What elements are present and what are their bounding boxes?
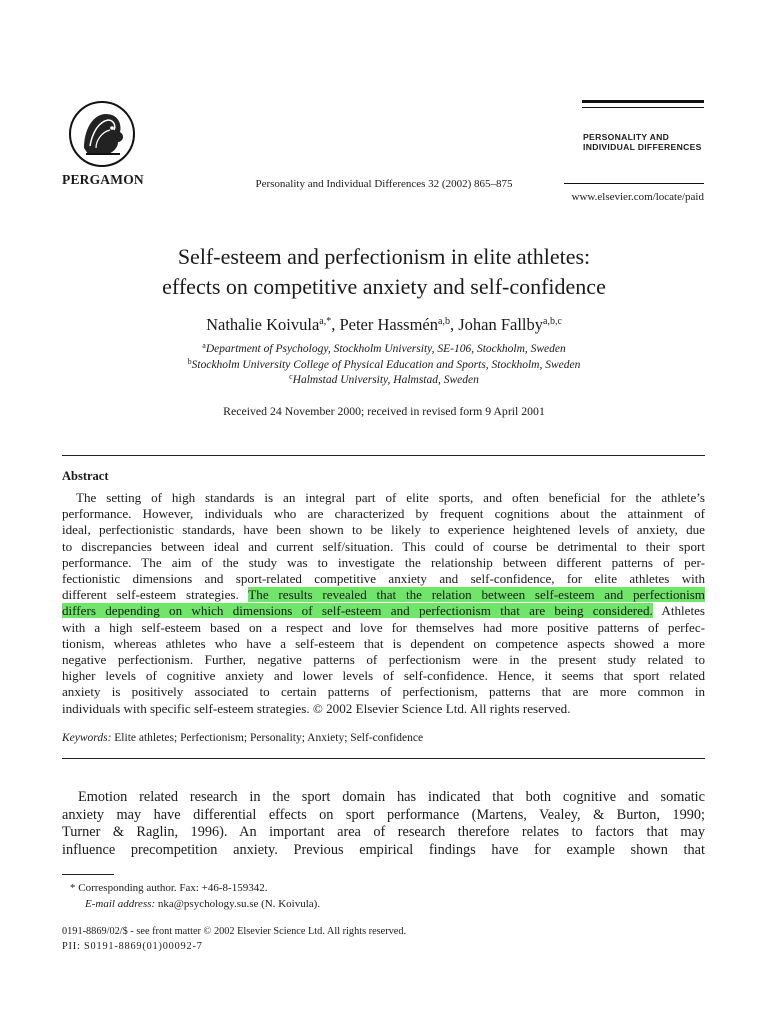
corresponding-author-note: * Corresponding author. Fax: +46-8-159342. xyxy=(70,882,268,894)
abstract-top-rule xyxy=(62,455,705,456)
abstract-line: The setting of high standards is an integral part of elite sports, and often beneficial for the athlete’s xyxy=(76,490,705,505)
body-line: Emotion related research in the sport domain has indicated that both cognitive and somatic xyxy=(78,789,705,805)
abstract-line: negative perfectionism. Further, negative patterns of perfectionism were in the present study related to xyxy=(62,652,705,668)
received-dates: Received 24 November 2000; received in revised form 9 April 2001 xyxy=(223,404,545,418)
affiliation-c: $^c$Halmstad University, Halmstad, Sweden xyxy=(289,372,479,386)
abstract-line: individuals with specific self-esteem strategies. © 2002 Elsevier Science Ltd. All rights reserved. xyxy=(62,700,571,716)
highlighted-text: differs depending on which dimensions of self-esteem and perfectionism that are being considered. xyxy=(62,603,653,619)
highlighted-text: The results revealed that the relation between self-esteem and perfectionism xyxy=(248,587,705,603)
abstract-line: anxiety is positively associated to certain patterns of perfectionism, patterns that are more common in xyxy=(62,684,705,700)
email-address[interactable]: nka@psychology.su.se (N. Koivula). xyxy=(155,898,321,910)
journal-title: PERSONALITY AND INDIVIDUAL DIFFERENCES xyxy=(583,132,702,152)
author-name: Nathalie Koivula xyxy=(206,315,320,334)
footnote-rule xyxy=(62,874,114,875)
abstract-line: different self-esteem strategies. The results revealed that the relation between self-esteem and perfectionism xyxy=(62,587,705,603)
affiliations xyxy=(0,342,768,389)
abstract-bottom-rule xyxy=(62,758,705,759)
abstract-line: performance. However, individuals who are characterized by frequent cognitions about the attainment of xyxy=(62,506,705,522)
abstract-line: differs depending on which dimensions of self-esteem and perfectionism that are being considered. Athletes xyxy=(62,603,705,619)
journal-url[interactable]: www.elsevier.com/locate/paid xyxy=(571,191,704,203)
abstract-line: performance. The aim of the study was to investigate the relationship between different patterns of per- xyxy=(62,554,705,570)
author-list: Nathalie Koivula$^{a,*}$, Peter Hassmén$^{a,b}$, Johan Fallby$^{a,b,c}$ xyxy=(206,315,562,334)
publisher-name: PERGAMON xyxy=(62,172,144,187)
affiliation-a: $^a$Department of Psychology, Stockholm University, SE-106, Stockholm, Sweden xyxy=(202,341,566,355)
affiliation-b: $^b$Stockholm University College of Physical Education and Sports, Stockholm, Sweden xyxy=(187,356,581,371)
author-name: Johan Fallby xyxy=(458,315,543,334)
journal-rule-thick xyxy=(582,100,704,103)
email-note xyxy=(85,897,320,911)
abstract-line: fectionistic dimensions and sport-related competitive anxiety and self-confidence, for elite athletes with xyxy=(62,571,705,587)
email-label: E-mail address: xyxy=(85,898,156,910)
keywords xyxy=(62,732,423,744)
journal-citation: Personality and Individual Differences 32 (2002) 865–875 xyxy=(255,178,513,190)
article-title: Self-esteem and perfectionism in elite athletes: effects on competitive anxiety and self-confidence xyxy=(162,244,606,299)
abstract-line: tionism, whereas athletes who have a self-esteem that is dependent on competence aspects showed a more xyxy=(62,635,705,651)
author-name: Peter Hassmén xyxy=(339,315,438,334)
body-line: influence precompetition anxiety. Previous empirical findings have for example shown that xyxy=(62,841,705,858)
abstract-text xyxy=(62,490,705,717)
keywords-list: Elite athletes; Perfectionism; Personality; Anxiety; Self-confidence xyxy=(111,732,424,744)
journal-rule-thin xyxy=(582,107,704,108)
journal-rule-url xyxy=(564,183,704,184)
abstract-line: to discrepancies between ideal and current self/situation. This could of course be detrimental to their sport xyxy=(62,538,705,554)
abstract-line: higher levels of cognitive anxiety and lower levels of self-confidence. Hence, it seems that sport related xyxy=(62,668,705,684)
abstract-line: with a high self-esteem based on a respect and love for themselves had more positive patterns of perfec- xyxy=(62,619,705,635)
copyright-line: 0191-8869/02/$ - see front matter © 2002 Elsevier Science Ltd. All rights reserved. xyxy=(62,926,407,937)
abstract-heading: Abstract xyxy=(62,469,109,483)
author-affiliation-mark: a,b xyxy=(438,316,450,327)
body-line: Turner & Raglin, 1996). An important area of research therefore relates to factors that may xyxy=(62,824,705,841)
author-affiliation-mark: a,* xyxy=(319,316,332,327)
body-line: anxiety may have differential effects on sport performance (Martens, Vealey, & Burton, 1990; xyxy=(62,806,705,823)
pii-line: PII: S0191-8869(01)00092-7 xyxy=(62,941,203,952)
publisher-logo xyxy=(66,98,138,170)
keywords-label: Keywords: xyxy=(62,732,112,744)
author-affiliation-mark: a,b,c xyxy=(543,316,562,327)
body-paragraph xyxy=(62,789,705,859)
abstract-line: ideal, perfectionistic standards, have been shown to be likely to experience heightened levels of anxiety, due xyxy=(62,522,705,538)
